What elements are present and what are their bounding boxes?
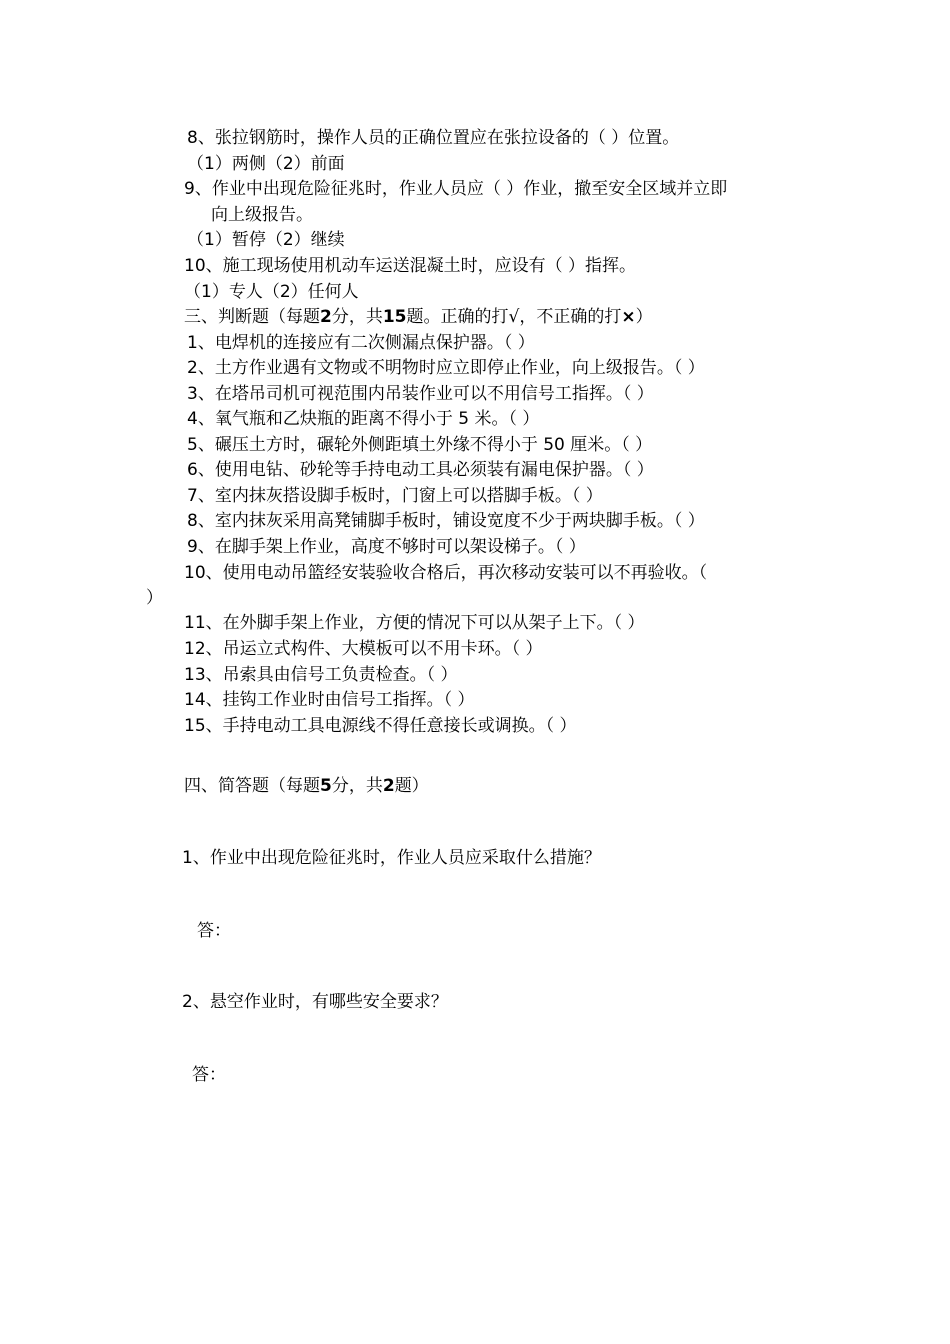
short-answer-question-2: 2、悬空作业时，有哪些安全要求？ <box>182 992 448 1012</box>
judgment-item-9: 9、在脚手架上作业，高度不够时可以架设梯子。（ ） <box>187 537 586 557</box>
judgment-item-2: 2、土方作业遇有文物或不明物时应立即停止作业，向上级报告。（ ） <box>187 358 705 378</box>
section-4-title-suffix: 题） <box>394 776 429 796</box>
question-9-line2: 向上级报告。 <box>211 205 313 225</box>
short-answer-question-1: 1、作业中出现危险征兆时，作业人员应采取什么措施？ <box>182 848 601 868</box>
judgment-item-10-line1: 10、使用电动吊篮经安装验收合格后，再次移动安装可以不再验收。（ <box>184 563 708 583</box>
judgment-item-12: 12、吊运立式构件、大模板可以不用卡环。（ ） <box>184 639 543 659</box>
answer-label-1: 答： <box>197 921 231 941</box>
question-9-options: （1）暂停（2）继续 <box>187 230 345 250</box>
section-4-title-prefix: 四、简答题（每题 <box>184 776 320 796</box>
judgment-item-8: 8、室内抹灰采用高凳铺脚手板时，铺设宽度不少于两块脚手板。（ ） <box>187 511 705 531</box>
section-3-title-suffix: ） <box>635 307 653 327</box>
section-4-points: 5 <box>320 776 332 796</box>
judgment-item-15: 15、手持电动工具电源线不得任意接长或调换。（ ） <box>184 716 577 736</box>
question-9-line1: 9、作业中出现危险征兆时，作业人员应（ ）作业，撤至安全区域并立即 <box>184 179 728 199</box>
section-3-count: 15 <box>382 307 407 327</box>
section-4-title <box>184 775 429 797</box>
section-3-title-mid2: 题。正确的打√，不正确的打 <box>406 307 622 327</box>
question-8-options: （1）两侧（2）前面 <box>187 154 345 174</box>
question-8: 8、张拉钢筋时，操作人员的正确位置应在张拉设备的（ ）位置。 <box>187 128 680 148</box>
question-10: 10、施工现场使用机动车运送混凝土时，应设有（ ）指挥。 <box>184 256 637 276</box>
section-3-points: 2 <box>320 307 332 327</box>
judgment-item-14: 14、挂钩工作业时由信号工指挥。（ ） <box>184 690 475 710</box>
judgment-item-6: 6、使用电钻、砂轮等手持电动工具必须装有漏电保护器。（ ） <box>187 460 654 480</box>
judgment-item-13: 13、吊索具由信号工负责检查。（ ） <box>184 665 458 685</box>
judgment-item-11: 11、在外脚手架上作业，方便的情况下可以从架子上下。（ ） <box>184 613 645 633</box>
judgment-item-7: 7、室内抹灰搭设脚手板时，门窗上可以搭脚手板。（ ） <box>187 486 603 506</box>
question-10-options: （1）专人（2）任何人 <box>184 282 359 302</box>
section-3-title-mid1: 分，共 <box>331 307 383 327</box>
section-3-title <box>184 306 653 328</box>
judgment-item-3: 3、在塔吊司机可视范围内吊装作业可以不用信号工指挥。（ ） <box>187 384 654 404</box>
judgment-item-10-line2: ） <box>146 588 163 608</box>
section-3-title-prefix: 三、判断题（每题 <box>184 307 320 327</box>
section-4-title-mid: 分，共 <box>331 776 383 796</box>
judgment-item-4: 4、氧气瓶和乙炔瓶的距离不得小于 5 米。（ ） <box>187 409 540 429</box>
section-3-cross-mark: × <box>621 307 636 327</box>
answer-label-2: 答： <box>192 1065 226 1085</box>
judgment-item-5: 5、碾压土方时，碾轮外侧距填土外缘不得小于 50 厘米。（ ） <box>187 435 653 455</box>
section-4-count: 2 <box>382 776 395 796</box>
judgment-item-1: 1、电焊机的连接应有二次侧漏点保护器。（ ） <box>187 333 535 353</box>
